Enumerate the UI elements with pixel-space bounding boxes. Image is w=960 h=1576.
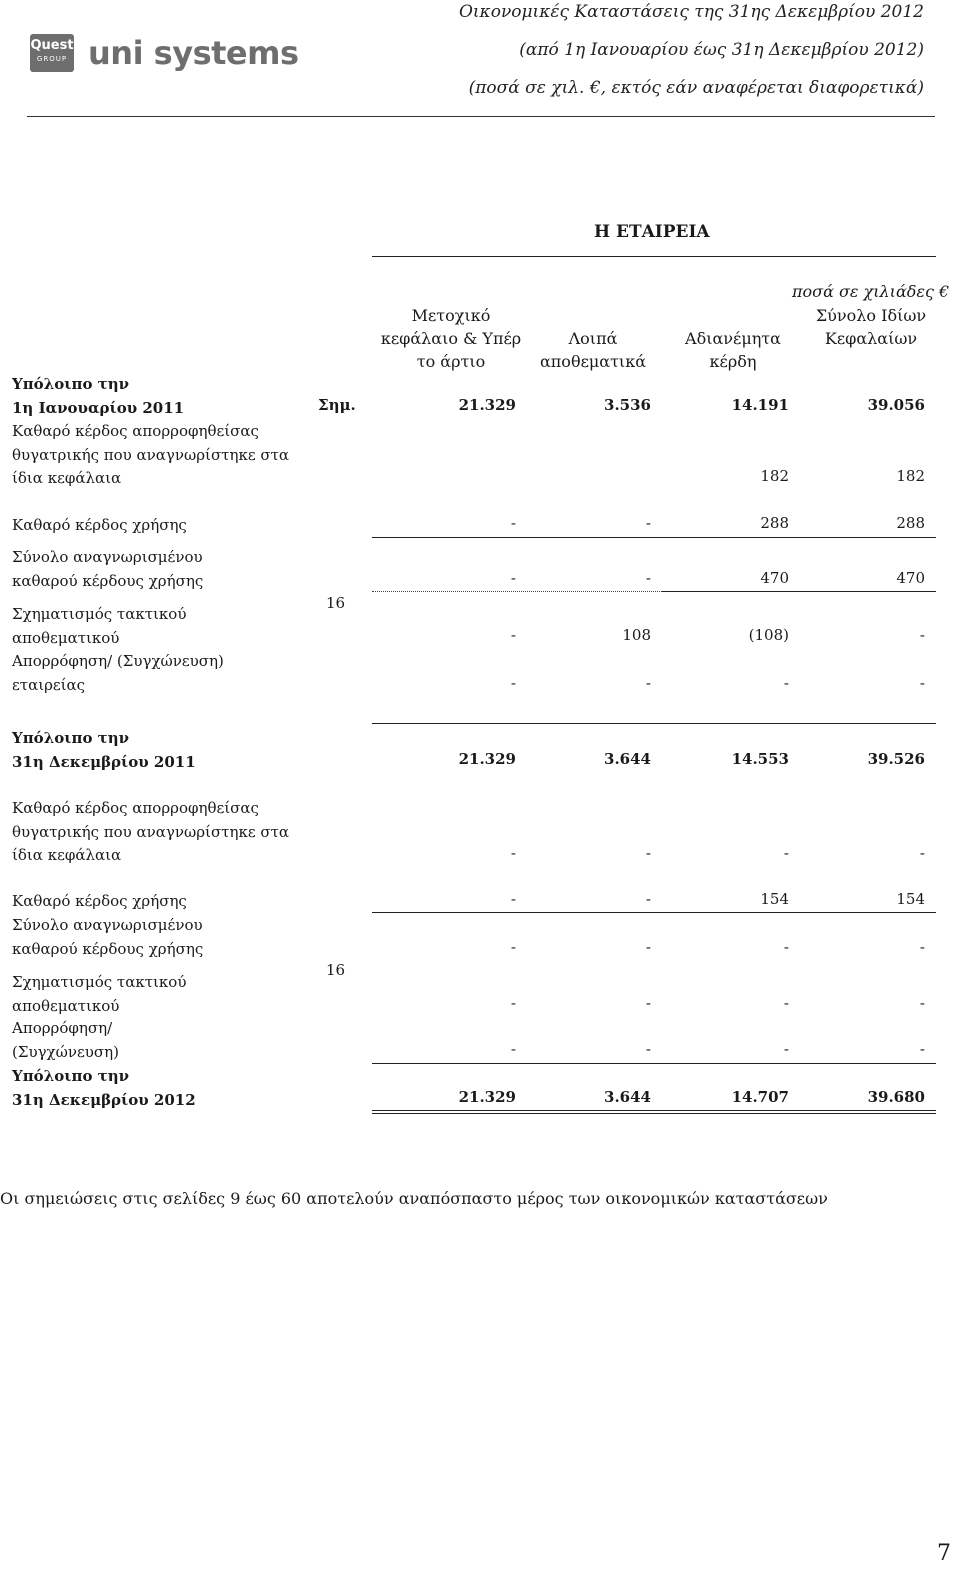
col-header-retained-earnings: Αδιανέμητα κέρδη <box>685 329 781 371</box>
row-rule <box>372 537 936 538</box>
cell: - <box>510 844 516 862</box>
cell: - <box>919 626 925 644</box>
row-label: Απορρόφηση/ (Συγχώνευση) εταιρείας <box>12 652 224 694</box>
cell: - <box>510 994 516 1012</box>
cell: 21.329 <box>458 396 516 414</box>
footnote: Οι σημειώσεις στις σελίδες 9 έως 60 αποτελούν αναπόσπαστο μέρος των οικονομικών καταστάσεων <box>0 1189 828 1208</box>
col-header-other-reserves: Λοιπά αποθεματικά <box>539 329 646 371</box>
cell: (108) <box>748 626 789 644</box>
cell: - <box>783 674 789 692</box>
row-label: Απορρόφηση/ (Συγχώνευση) <box>12 1019 119 1061</box>
cell: - <box>783 1040 789 1058</box>
cell: - <box>510 626 516 644</box>
row-label-balance-2011-start: Υπόλοιπο την 1η Ιανουαρίου 2011 <box>12 375 185 417</box>
col-header-share-capital: Μετοχικό κεφάλαιο & Υπέρ το άρτιο <box>380 306 522 371</box>
row-label: Καθαρό κέρδος απορροφηθείσας θυγατρικής που αναγνωρίστηκε στα ίδια κεφάλαια <box>12 799 290 864</box>
cell: 108 <box>622 626 651 644</box>
row-label: Καθαρό κέρδος χρήσης <box>12 892 187 910</box>
cell: - <box>645 994 651 1012</box>
cell: 3.644 <box>604 750 651 768</box>
row-label: Καθαρό κέρδος απορροφηθείσας θυγατρικής που αναγνωρίστηκε στα ίδια κεφάλαια <box>12 422 290 487</box>
units-note: ποσά σε χιλιάδες € <box>792 282 950 301</box>
cell: 21.329 <box>458 750 516 768</box>
cell: 182 <box>760 467 789 485</box>
row-label: Σχηματισμός τακτικού αποθεματικού <box>12 605 187 647</box>
cell: - <box>645 569 651 587</box>
row-label-balance-2011-end: Υπόλοιπο την 31η Δεκεμβρίου 2011 <box>12 729 196 771</box>
cell: 14.191 <box>731 396 789 414</box>
cell: 470 <box>896 569 925 587</box>
uni-systems-wordmark: uni systems <box>88 34 299 72</box>
header-title: Οικονομικές Καταστάσεις της 31ης Δεκεμβρίου 2012 <box>458 2 924 22</box>
cell: - <box>510 514 516 532</box>
double-rule-top <box>372 1110 936 1111</box>
note-header: Σημ. <box>318 396 356 414</box>
cell: - <box>783 844 789 862</box>
cell: - <box>510 1040 516 1058</box>
company-title: Η ΕΤΑΙΡΕΙΑ <box>594 222 710 242</box>
row-label: Σύνολο αναγνωρισμένου καθαρού κέρδους χρήσης <box>12 916 204 958</box>
row-rule <box>372 912 936 913</box>
header-period: (από 1η Ιανουαρίου έως 31η Δεκεμβρίου 2012) <box>519 40 924 60</box>
cell: - <box>783 994 789 1012</box>
cell: - <box>919 938 925 956</box>
row-rule <box>372 1063 936 1064</box>
cell: - <box>919 994 925 1012</box>
cell: - <box>645 1040 651 1058</box>
cell: 288 <box>760 514 789 532</box>
row-label: Σύνολο αναγνωρισμένου καθαρού κέρδους χρήσης <box>12 548 204 590</box>
col-header-total-equity: Σύνολο Ιδίων Κεφαλαίων <box>815 306 927 348</box>
cell: 3.644 <box>604 1088 651 1106</box>
row-label: Σχηματισμός τακτικού αποθεματικού <box>12 973 187 1015</box>
cell: 39.526 <box>867 750 925 768</box>
cell: 39.680 <box>867 1088 925 1106</box>
header-units: (ποσά σε χιλ. €, εκτός εάν αναφέρεται διαφορετικά) <box>468 78 924 98</box>
note-ref: 16 <box>326 594 346 612</box>
cell: 182 <box>896 467 925 485</box>
cell: 288 <box>896 514 925 532</box>
cell: 154 <box>760 890 789 908</box>
quest-group-logo: Quest GROUP <box>30 34 74 72</box>
row-label: Καθαρό κέρδος χρήσης <box>12 516 187 534</box>
cell: - <box>510 890 516 908</box>
cell: - <box>919 844 925 862</box>
cell: - <box>783 938 789 956</box>
cell: - <box>510 674 516 692</box>
cell: - <box>919 1040 925 1058</box>
row-rule <box>372 723 936 724</box>
cell: - <box>645 514 651 532</box>
cell: 14.707 <box>731 1088 789 1106</box>
cell: 39.056 <box>867 396 925 414</box>
note-ref: 16 <box>326 961 346 979</box>
cell: 154 <box>896 890 925 908</box>
cell: - <box>510 938 516 956</box>
cell: - <box>645 938 651 956</box>
cell: - <box>919 674 925 692</box>
cell: - <box>645 844 651 862</box>
cell: - <box>645 674 651 692</box>
title-underline <box>372 256 936 257</box>
cell: 3.536 <box>604 396 651 414</box>
double-rule-bottom <box>372 1113 936 1114</box>
row-rule <box>662 591 936 592</box>
row-rule-dotted <box>372 591 662 592</box>
cell: - <box>645 890 651 908</box>
header-rule <box>27 116 935 117</box>
row-label-balance-2012-end: Υπόλοιπο την 31η Δεκεμβρίου 2012 <box>12 1067 196 1109</box>
cell: 14.553 <box>731 750 789 768</box>
page-number: 7 <box>937 1541 951 1566</box>
cell: - <box>510 569 516 587</box>
cell: 470 <box>760 569 789 587</box>
cell: 21.329 <box>458 1088 516 1106</box>
